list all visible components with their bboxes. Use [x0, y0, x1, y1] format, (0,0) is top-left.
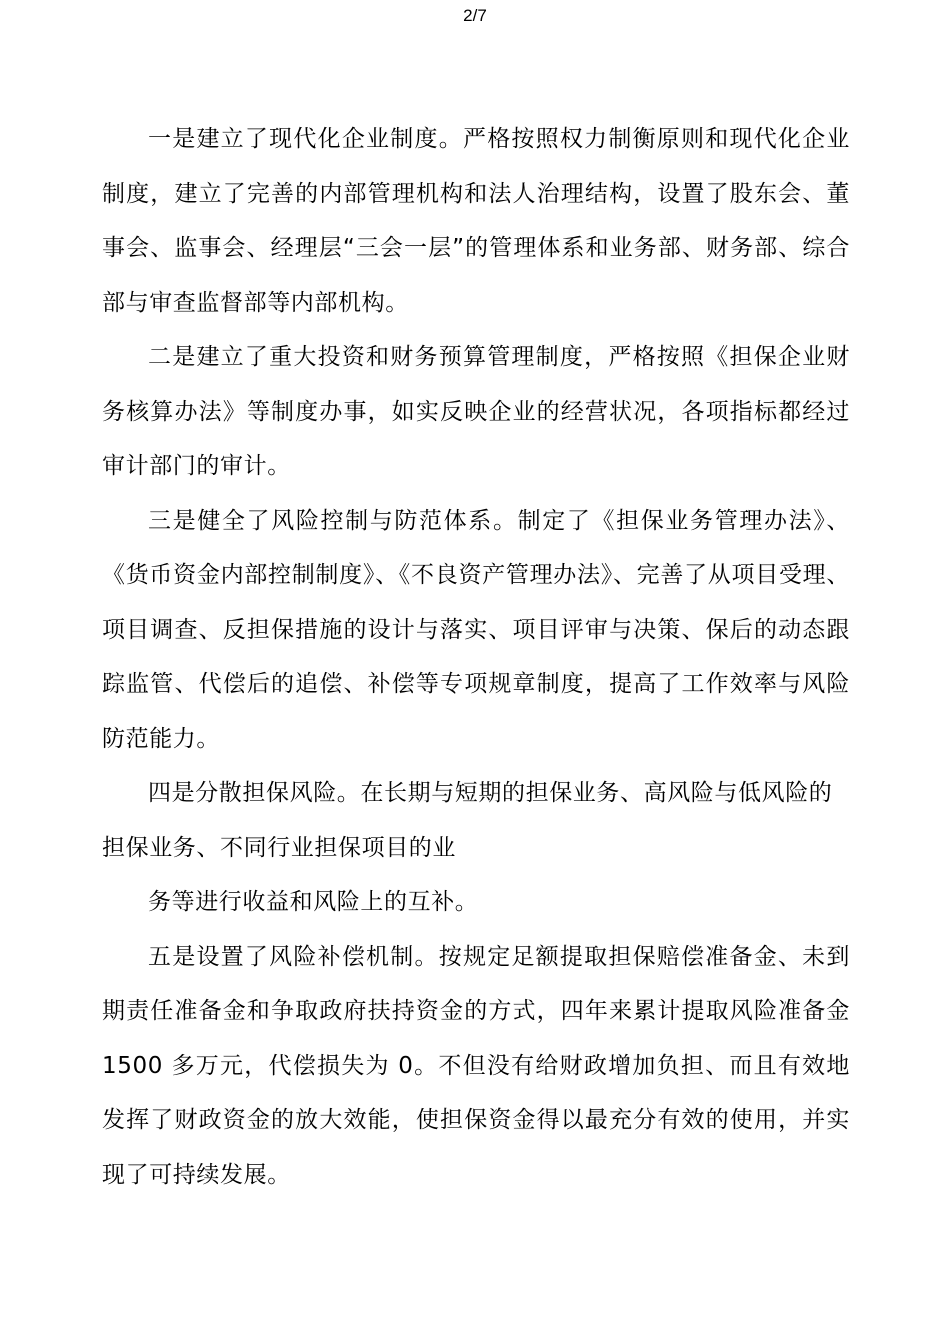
paragraph-diversify-risk-continued: 务等进行收益和风险上的互补。 — [148, 889, 479, 915]
paragraph-diversify-risk: 四是分散担保风险。在长期与短期的担保业务、高风险与低风险的担保业务、不同行业担保项目的业 — [102, 780, 833, 861]
paragraph-risk-compensation: 五是设置了风险补偿机制。按规定足额提取担保赔偿准备金、未到期责任准备金和争取政府扶持资金的方式，四年来累计提取风险准备金 1500 多万元，代偿损失为 0。不但没有给财政增加负担、而且有效地发挥了财政资金的放大效能，使担保资金得以最充分有效的使用，并实现了可持续发展。 — [102, 943, 850, 1188]
page-number: 2/7 — [463, 6, 487, 25]
paragraph-risk-control-system: 三是健全了风险控制与防范体系。制定了《担保业务管理办法》、《货币资金内部控制制度》、《不良资产管理办法》、完善了从项目受理、项目调查、反担保措施的设计与落实、项目评审与决策、保后的动态跟踪监管、代偿后的追偿、补偿等专项规章制度，提高了工作效率与风险防范能力。 — [102, 507, 850, 752]
paragraph-investment-budget-system: 二是建立了重大投资和财务预算管理制度，严格按照《担保企业财务核算办法》等制度办事，如实反映企业的经营状况，各项指标都经过审计部门的审计。 — [102, 344, 850, 479]
document-body — [102, 112, 850, 1202]
paragraph-modern-enterprise-system: 一是建立了现代化企业制度。严格按照权力制衡原则和现代化企业制度，建立了完善的内部管理机构和法人治理结构，设置了股东会、董事会、监事会、经理层“三会一层”的管理体系和业务部、财务部、综合部与审查监督部等内部机构。 — [102, 126, 850, 316]
